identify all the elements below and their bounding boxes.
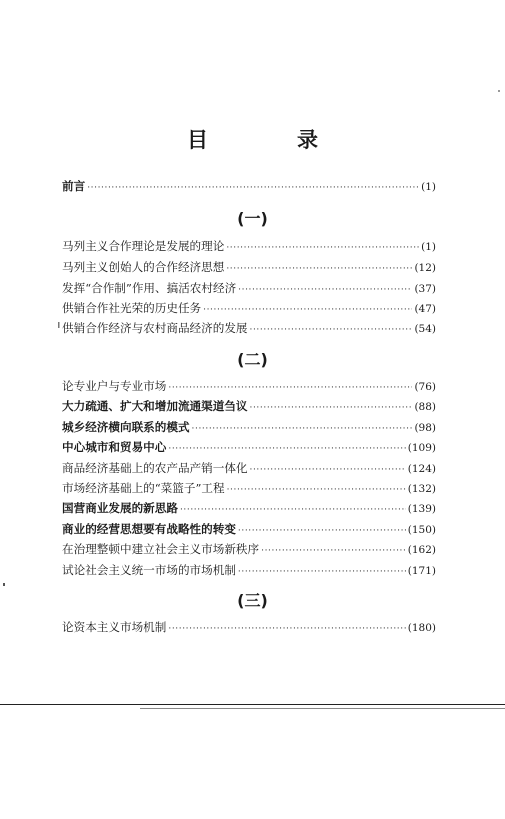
toc-entry[interactable] bbox=[62, 478, 436, 498]
toc-entry[interactable] bbox=[62, 417, 436, 437]
toc-entry-page: (37) bbox=[414, 283, 436, 295]
toc-entry-title: 市场经济基础上的“菜篮子”工程 bbox=[62, 481, 225, 495]
toc-entry-page: (54) bbox=[414, 323, 436, 335]
dot-leader bbox=[238, 280, 412, 300]
toc-entry-page: (12) bbox=[414, 262, 436, 274]
toc-entry[interactable] bbox=[62, 298, 436, 318]
scan-speck bbox=[58, 322, 60, 328]
toc-entry-title: 马列主义创始人的合作经济思想 bbox=[62, 260, 225, 274]
toc-entry-title: 中心城市和贸易中心 bbox=[62, 440, 167, 454]
toc-entry-preface[interactable] bbox=[62, 176, 436, 196]
toc-entry[interactable] bbox=[62, 376, 436, 396]
toc-entry-page: (88) bbox=[414, 401, 436, 413]
bottom-rule bbox=[0, 704, 505, 705]
toc-entry-page: (124) bbox=[407, 463, 436, 475]
toc-entry-page: (76) bbox=[414, 381, 436, 393]
toc-entry-page: (162) bbox=[407, 544, 436, 556]
toc-entry[interactable] bbox=[62, 278, 436, 298]
toc-entry-page: (109) bbox=[407, 442, 436, 454]
toc-entry-page: (1) bbox=[421, 181, 436, 193]
toc-entry-page: (98) bbox=[414, 422, 436, 434]
toc-entry-page: (150) bbox=[407, 524, 436, 536]
dot-leader bbox=[87, 178, 419, 198]
toc-entry-title: 供销合作社光荣的历史任务 bbox=[62, 301, 202, 315]
toc-entry[interactable] bbox=[62, 236, 436, 256]
toc-entry-title: 马列主义合作理论是发展的理论 bbox=[62, 239, 225, 253]
toc-entry[interactable] bbox=[62, 498, 436, 518]
toc-entry-title: 试论社会主义统一市场的市场机制 bbox=[62, 563, 236, 577]
toc-entry-title: 商业的经营思想要有战略性的转变 bbox=[62, 522, 236, 536]
dot-leader bbox=[238, 521, 406, 541]
toc-entry-title: 论资本主义市场机制 bbox=[62, 620, 167, 634]
toc-entry[interactable] bbox=[62, 458, 436, 478]
dot-leader bbox=[226, 238, 419, 258]
toc-entry[interactable] bbox=[62, 437, 436, 457]
toc-entry-page: (47) bbox=[414, 303, 436, 315]
dot-leader bbox=[250, 398, 413, 418]
dot-leader bbox=[250, 460, 406, 480]
toc-entry-page: (139) bbox=[407, 503, 436, 515]
section-heading-2: (二) bbox=[237, 350, 268, 369]
toc-entry[interactable] bbox=[62, 539, 436, 559]
toc-entry-page: (1) bbox=[421, 241, 436, 253]
toc-entry[interactable] bbox=[62, 519, 436, 539]
dot-leader bbox=[226, 259, 412, 279]
toc-entry[interactable] bbox=[62, 318, 436, 338]
page-title: 目 录 bbox=[187, 128, 352, 152]
dot-leader bbox=[192, 419, 413, 439]
toc-entry-title: 前言 bbox=[62, 179, 86, 193]
section-heading-3: (三) bbox=[237, 591, 268, 610]
dot-leader bbox=[250, 320, 413, 340]
dot-leader bbox=[168, 439, 405, 459]
dot-leader bbox=[168, 619, 405, 639]
toc-entry-title: 国营商业发展的新思路 bbox=[62, 501, 178, 515]
dot-leader bbox=[203, 300, 412, 320]
dot-leader bbox=[227, 480, 406, 500]
dot-leader bbox=[180, 500, 406, 520]
section-heading-1: (一) bbox=[237, 209, 268, 228]
toc-entry-page: (180) bbox=[407, 622, 436, 634]
toc-entry-title: 供销合作经济与农村商品经济的发展 bbox=[62, 321, 248, 335]
toc-entry-title: 大力疏通、扩大和增加流通渠道刍议 bbox=[62, 399, 248, 413]
dot-leader bbox=[168, 378, 412, 398]
dot-leader bbox=[238, 562, 406, 582]
toc-entry-title: 在治理整顿中建立社会主义市场新秩序 bbox=[62, 542, 260, 556]
toc-entry-title: 论专业户与专业市场 bbox=[62, 379, 167, 393]
scan-speck bbox=[3, 583, 5, 586]
toc-entry-title: 城乡经济横向联系的模式 bbox=[62, 420, 190, 434]
dot-leader bbox=[261, 541, 406, 561]
toc-entry-title: 商品经济基础上的农产品产销一体化 bbox=[62, 461, 248, 475]
toc-entry[interactable] bbox=[62, 617, 436, 637]
toc-entry-page: (132) bbox=[407, 483, 436, 495]
toc-entry-page: (171) bbox=[407, 565, 436, 577]
toc-entry-title: 发挥“合作制”作用、搞活农村经济 bbox=[62, 281, 237, 295]
toc-entry[interactable] bbox=[62, 257, 436, 277]
toc-entry[interactable] bbox=[62, 396, 436, 416]
toc-entry[interactable] bbox=[62, 560, 436, 580]
bottom-rule-faint bbox=[140, 708, 505, 709]
scan-speck bbox=[498, 90, 500, 92]
